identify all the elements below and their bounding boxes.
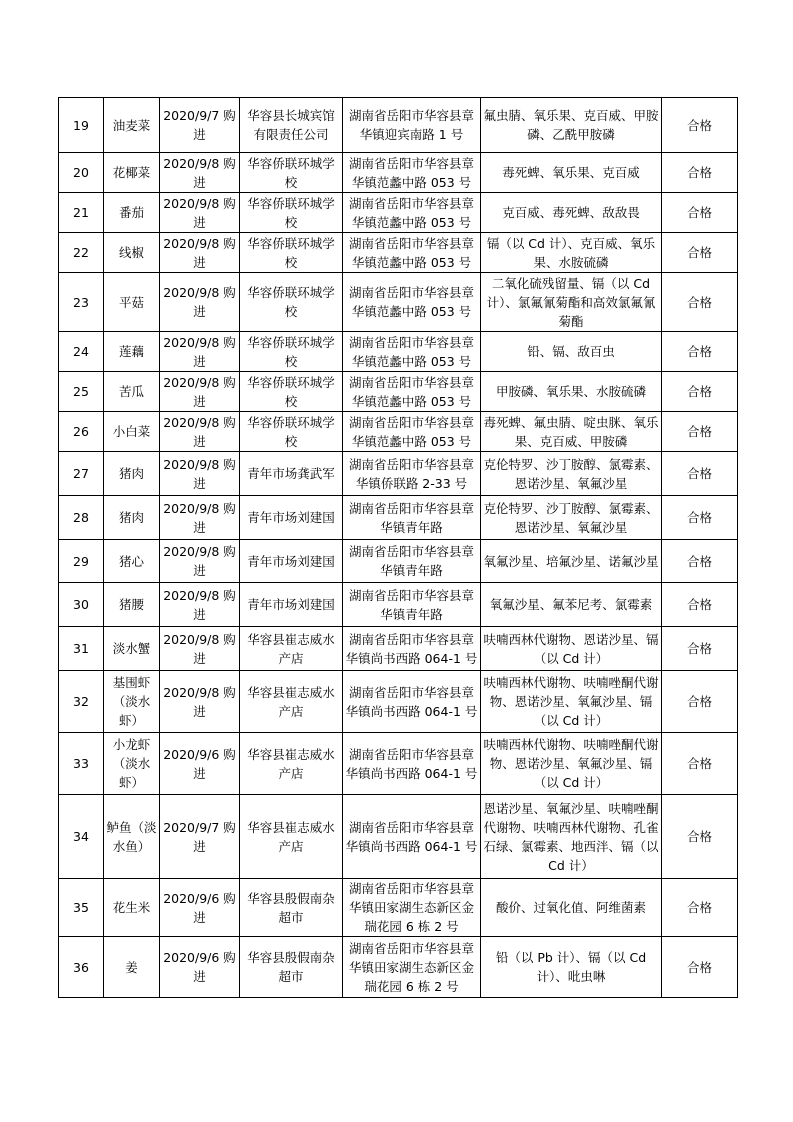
purchase-date-cell: 2020/9/8 购进 (160, 233, 240, 273)
table-row (59, 372, 738, 412)
test-items-cell: 克伦特罗、沙丁胺醇、氯霉素、恩诺沙星、氧氟沙星 (481, 496, 662, 540)
product-name-cell: 小白菜 (104, 412, 160, 452)
table-row (59, 412, 738, 452)
seller-address-cell: 湖南省岳阳市华容县章华镇田家湖生态新区金瑞花园 6 栋 2 号 (343, 879, 481, 937)
seller-address-cell: 湖南省岳阳市华容县章华镇迎宾南路 1 号 (343, 98, 481, 153)
table-row (59, 153, 738, 193)
seller-name-cell: 青年市场刘建国 (240, 540, 343, 583)
product-name-cell: 猪肉 (104, 452, 160, 496)
seller-address-cell: 湖南省岳阳市华容县章华镇尚书西路 064-1 号 (343, 627, 481, 671)
table-row (59, 273, 738, 332)
purchase-date-cell: 2020/9/8 购进 (160, 627, 240, 671)
purchase-date-cell: 2020/9/8 购进 (160, 671, 240, 733)
test-items-cell: 铅、镉、敌百虫 (481, 332, 662, 372)
row-number-cell: 19 (59, 98, 104, 153)
product-name-cell: 油麦菜 (104, 98, 160, 153)
purchase-date-cell: 2020/9/8 购进 (160, 372, 240, 412)
purchase-date-cell: 2020/9/8 购进 (160, 332, 240, 372)
seller-address-cell: 湖南省岳阳市华容县章华镇范蠡中路 053 号 (343, 332, 481, 372)
seller-name-cell: 华容侨联环城学校 (240, 372, 343, 412)
test-items-cell: 呋喃西林代谢物、呋喃唑酮代谢物、恩诺沙星、氧氟沙星、镉（以 Cd 计） (481, 733, 662, 795)
test-items-cell: 酸价、过氧化值、阿维菌素 (481, 879, 662, 937)
table-row (59, 583, 738, 627)
product-name-cell: 莲藕 (104, 332, 160, 372)
row-number-cell: 31 (59, 627, 104, 671)
purchase-date-cell: 2020/9/8 购进 (160, 583, 240, 627)
seller-name-cell: 华容县崔志威水产店 (240, 733, 343, 795)
seller-address-cell: 湖南省岳阳市华容县章华镇范蠡中路 053 号 (343, 273, 481, 332)
seller-address-cell: 湖南省岳阳市华容县章华镇范蠡中路 053 号 (343, 193, 481, 233)
purchase-date-cell: 2020/9/8 购进 (160, 496, 240, 540)
seller-name-cell: 华容侨联环城学校 (240, 332, 343, 372)
table-row (59, 540, 738, 583)
seller-name-cell: 华容县长城宾馆有限责任公司 (240, 98, 343, 153)
seller-name-cell: 华容侨联环城学校 (240, 273, 343, 332)
test-items-cell: 甲胺磷、氧乐果、水胺硫磷 (481, 372, 662, 412)
seller-address-cell: 湖南省岳阳市华容县章华镇范蠡中路 053 号 (343, 233, 481, 273)
inspection-table (58, 97, 738, 998)
table-row (59, 496, 738, 540)
purchase-date-cell: 2020/9/7 购进 (160, 98, 240, 153)
row-number-cell: 26 (59, 412, 104, 452)
test-items-cell: 氧氟沙星、培氟沙星、诺氟沙星 (481, 540, 662, 583)
purchase-date-cell: 2020/9/8 购进 (160, 273, 240, 332)
test-items-cell: 克伦特罗、沙丁胺醇、氯霉素、恩诺沙星、氧氟沙星 (481, 452, 662, 496)
product-name-cell: 猪腰 (104, 583, 160, 627)
table-body (59, 98, 738, 998)
seller-address-cell: 湖南省岳阳市华容县章华镇青年路 (343, 540, 481, 583)
test-items-cell: 镉（以 Cd 计）、克百威、氧乐果、水胺硫磷 (481, 233, 662, 273)
row-number-cell: 34 (59, 795, 104, 879)
test-items-cell: 二氧化硫残留量、镉（以 Cd 计）、氯氟氰菊酯和高效氯氟氰菊酯 (481, 273, 662, 332)
product-name-cell: 猪心 (104, 540, 160, 583)
purchase-date-cell: 2020/9/8 购进 (160, 193, 240, 233)
seller-name-cell: 华容侨联环城学校 (240, 412, 343, 452)
purchase-date-cell: 2020/9/6 购进 (160, 733, 240, 795)
table-row (59, 627, 738, 671)
result-cell: 合格 (662, 412, 738, 452)
row-number-cell: 23 (59, 273, 104, 332)
seller-address-cell: 湖南省岳阳市华容县章华镇侨联路 2-33 号 (343, 452, 481, 496)
result-cell: 合格 (662, 496, 738, 540)
seller-name-cell: 华容县崔志威水产店 (240, 795, 343, 879)
test-items-cell: 恩诺沙星、氧氟沙星、呋喃唑酮代谢物、呋喃西林代谢物、孔雀石绿、氯霉素、地西泮、镉（以 Cd 计） (481, 795, 662, 879)
table-row (59, 733, 738, 795)
table-row (59, 795, 738, 879)
result-cell: 合格 (662, 233, 738, 273)
test-items-cell: 毒死蜱、氧乐果、克百威 (481, 153, 662, 193)
product-name-cell: 姜 (104, 937, 160, 998)
seller-address-cell: 湖南省岳阳市华容县章华镇青年路 (343, 496, 481, 540)
seller-name-cell: 华容侨联环城学校 (240, 233, 343, 273)
table-row (59, 452, 738, 496)
purchase-date-cell: 2020/9/7 购进 (160, 795, 240, 879)
result-cell: 合格 (662, 332, 738, 372)
purchase-date-cell: 2020/9/6 购进 (160, 937, 240, 998)
seller-name-cell: 青年市场龚武军 (240, 452, 343, 496)
result-cell: 合格 (662, 452, 738, 496)
purchase-date-cell: 2020/9/8 购进 (160, 153, 240, 193)
table-row (59, 879, 738, 937)
row-number-cell: 20 (59, 153, 104, 193)
purchase-date-cell: 2020/9/8 购进 (160, 540, 240, 583)
product-name-cell: 猪肉 (104, 496, 160, 540)
seller-address-cell: 湖南省岳阳市华容县章华镇尚书西路 064-1 号 (343, 795, 481, 879)
row-number-cell: 24 (59, 332, 104, 372)
product-name-cell: 平菇 (104, 273, 160, 332)
seller-name-cell: 青年市场刘建国 (240, 583, 343, 627)
test-items-cell: 毒死蜱、氟虫腈、啶虫脒、氧乐果、克百威、甲胺磷 (481, 412, 662, 452)
purchase-date-cell: 2020/9/8 购进 (160, 412, 240, 452)
row-number-cell: 21 (59, 193, 104, 233)
seller-name-cell: 青年市场刘建国 (240, 496, 343, 540)
result-cell: 合格 (662, 540, 738, 583)
result-cell: 合格 (662, 583, 738, 627)
test-items-cell: 呋喃西林代谢物、呋喃唑酮代谢物、恩诺沙星、氧氟沙星、镉（以 Cd 计） (481, 671, 662, 733)
seller-name-cell: 华容县崔志威水产店 (240, 671, 343, 733)
product-name-cell: 小龙虾（淡水虾） (104, 733, 160, 795)
product-name-cell: 淡水蟹 (104, 627, 160, 671)
seller-name-cell: 华容县殷假南杂超市 (240, 937, 343, 998)
result-cell: 合格 (662, 372, 738, 412)
seller-address-cell: 湖南省岳阳市华容县章华镇范蠡中路 053 号 (343, 153, 481, 193)
seller-address-cell: 湖南省岳阳市华容县章华镇尚书西路 064-1 号 (343, 671, 481, 733)
result-cell: 合格 (662, 153, 738, 193)
seller-address-cell: 湖南省岳阳市华容县章华镇尚书西路 064-1 号 (343, 733, 481, 795)
row-number-cell: 27 (59, 452, 104, 496)
result-cell: 合格 (662, 193, 738, 233)
product-name-cell: 花生米 (104, 879, 160, 937)
seller-address-cell: 湖南省岳阳市华容县章华镇范蠡中路 053 号 (343, 372, 481, 412)
test-items-cell: 呋喃西林代谢物、恩诺沙星、镉（以 Cd 计） (481, 627, 662, 671)
result-cell: 合格 (662, 98, 738, 153)
row-number-cell: 32 (59, 671, 104, 733)
row-number-cell: 22 (59, 233, 104, 273)
seller-address-cell: 湖南省岳阳市华容县章华镇田家湖生态新区金瑞花园 6 栋 2 号 (343, 937, 481, 998)
row-number-cell: 29 (59, 540, 104, 583)
result-cell: 合格 (662, 627, 738, 671)
table-row (59, 937, 738, 998)
result-cell: 合格 (662, 795, 738, 879)
product-name-cell: 番茄 (104, 193, 160, 233)
table-row (59, 98, 738, 153)
result-cell: 合格 (662, 733, 738, 795)
test-items-cell: 氧氟沙星、氟苯尼考、氯霉素 (481, 583, 662, 627)
table-row (59, 193, 738, 233)
table-row (59, 332, 738, 372)
row-number-cell: 36 (59, 937, 104, 998)
product-name-cell: 基围虾（淡水虾） (104, 671, 160, 733)
row-number-cell: 28 (59, 496, 104, 540)
row-number-cell: 25 (59, 372, 104, 412)
result-cell: 合格 (662, 671, 738, 733)
seller-address-cell: 湖南省岳阳市华容县章华镇范蠡中路 053 号 (343, 412, 481, 452)
row-number-cell: 30 (59, 583, 104, 627)
purchase-date-cell: 2020/9/6 购进 (160, 879, 240, 937)
test-items-cell: 铅（以 Pb 计）、镉（以 Cd 计）、吡虫啉 (481, 937, 662, 998)
result-cell: 合格 (662, 273, 738, 332)
result-cell: 合格 (662, 879, 738, 937)
seller-name-cell: 华容县崔志威水产店 (240, 627, 343, 671)
row-number-cell: 33 (59, 733, 104, 795)
seller-name-cell: 华容侨联环城学校 (240, 153, 343, 193)
test-items-cell: 氟虫腈、氧乐果、克百威、甲胺磷、乙酰甲胺磷 (481, 98, 662, 153)
table-row (59, 233, 738, 273)
product-name-cell: 苦瓜 (104, 372, 160, 412)
product-name-cell: 鲈鱼（淡水鱼） (104, 795, 160, 879)
result-cell: 合格 (662, 937, 738, 998)
product-name-cell: 线椒 (104, 233, 160, 273)
seller-address-cell: 湖南省岳阳市华容县章华镇青年路 (343, 583, 481, 627)
seller-name-cell: 华容侨联环城学校 (240, 193, 343, 233)
seller-name-cell: 华容县殷假南杂超市 (240, 879, 343, 937)
row-number-cell: 35 (59, 879, 104, 937)
test-items-cell: 克百威、毒死蜱、敌敌畏 (481, 193, 662, 233)
product-name-cell: 花椰菜 (104, 153, 160, 193)
purchase-date-cell: 2020/9/8 购进 (160, 452, 240, 496)
table-row (59, 671, 738, 733)
